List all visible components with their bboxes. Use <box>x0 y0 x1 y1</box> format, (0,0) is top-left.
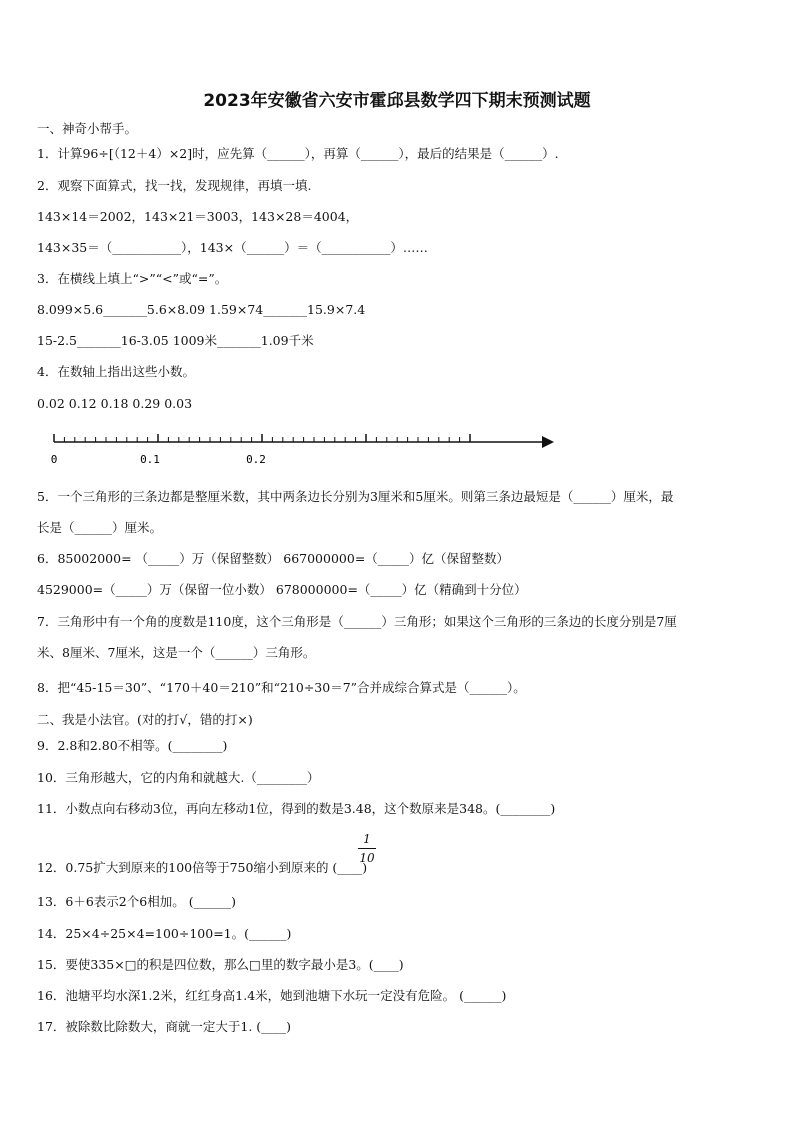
page-title: 2023年安徽省六安市霍邱县数学四下期末预测试题 <box>203 91 591 111</box>
question-1: 1．计算96÷[（12＋4）×2]时，应先算（______），再算（______），最后的结果是（______）. <box>37 146 559 161</box>
question-8: 8．把“45-15＝30”、“170＋40＝210”和“210÷30＝7”合并成综合算式是（______）。 <box>37 680 526 695</box>
fraction-numerator: 1 <box>363 832 371 846</box>
section-heading-1: 一、神奇小帮手。 <box>37 121 138 136</box>
question-9: 9．2.8和2.80不相等。(________) <box>37 738 228 753</box>
question-3-line-2: 15-2.5_______16-3.05 1009米_______1.09千米 <box>37 333 314 348</box>
question-6-line-2: 4529000=（_____）万（保留一位小数） 678000000=（_____）亿（精确到十分位） <box>37 582 527 597</box>
number-line <box>42 426 602 476</box>
fraction-denominator: 10 <box>359 851 375 865</box>
number-line-label-0: 0 <box>50 453 58 466</box>
question-16: 16．池塘平均水深1.2米，红红身高1.4米，她到池塘下水玩一定没有危险。 (______) <box>37 988 507 1003</box>
question-5: 5．一个三角形的三条边都是整厘米数，其中两条边长分别为3厘米和5厘米。则第三条边最短是（______）厘米，最 <box>37 489 674 504</box>
section-heading-2: 二、我是小法官。(对的打√，错的打×) <box>37 712 253 727</box>
question-7-cont: 米、8厘米、7厘米，这是一个（______）三角形。 <box>37 645 316 660</box>
question-11: 11．小数点向右移动3位，再向左移动1位，得到的数是3.48，这个数原来是348。(________) <box>37 801 556 816</box>
question-15: 15．要使335×□的积是四位数，那么□里的数字最小是3。(____) <box>37 957 404 972</box>
question-14: 14．25×4÷25×4=100÷100=1。(______) <box>37 926 292 941</box>
question-4: 4．在数轴上指出这些小数。 <box>37 364 195 379</box>
question-13: 13．6＋6表示2个6相加。 (______) <box>37 894 236 909</box>
question-7: 7．三角形中有一个角的度数是110度，这个三角形是（______）三角形；如果这个三角形的三条边的长度分别是7厘 <box>37 614 677 629</box>
question-3-line-1: 8.099×5.6_______5.6×8.09 1.59×74_______15.9×7.4 <box>37 302 366 317</box>
number-line-arrow <box>542 436 554 448</box>
number-line-ticks <box>54 434 470 442</box>
number-line-label-0.1: 0.1 <box>140 453 160 466</box>
question-5-cont: 长是（______）厘米。 <box>37 520 163 535</box>
question-3: 3．在横线上填上“>”“<”或“=”。 <box>37 271 228 286</box>
question-2: 2．观察下面算式，找一找，发现规律，再填一填. <box>37 178 312 193</box>
question-10: 10．三角形越大，它的内角和就越大.（________） <box>37 770 320 785</box>
question-6: 6．85002000= （_____）万（保留整数） 667000000=（_____）亿（保留整数） <box>37 551 510 566</box>
question-17: 17．被除数比除数大，商就一定大于1. (____) <box>37 1019 292 1034</box>
question-4-decimals: 0.02 0.12 0.18 0.29 0.03 <box>37 396 193 411</box>
question-2-line-1: 143×14＝2002，143×21＝3003，143×28＝4004， <box>37 209 359 224</box>
question-12: 12．0.75扩大到原来的100倍等于750缩小到原来的 (____) <box>37 860 368 875</box>
number-line-label-0.2: 0.2 <box>246 453 266 466</box>
question-2-line-2: 143×35＝（___________），143×（______）＝（___________）…… <box>37 240 428 255</box>
